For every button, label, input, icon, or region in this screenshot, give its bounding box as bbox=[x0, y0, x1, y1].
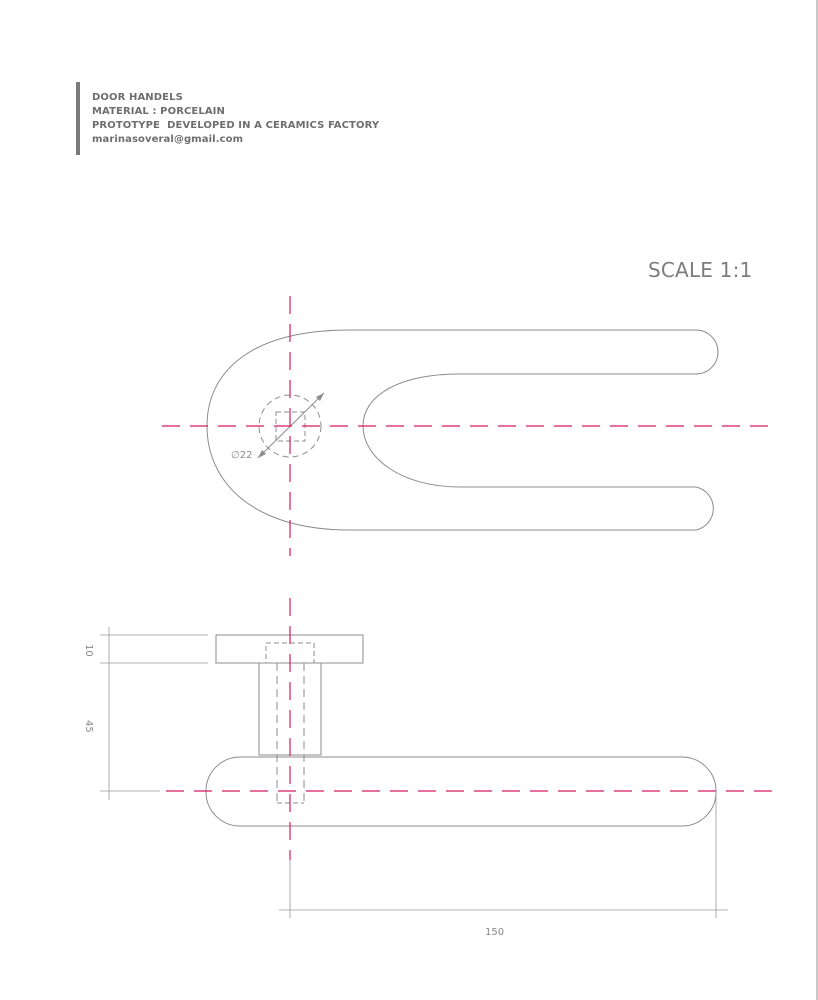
scale-label: SCALE 1:1 bbox=[648, 258, 753, 282]
top-view bbox=[162, 296, 772, 556]
title-line-1: DOOR HANDELS bbox=[92, 92, 183, 103]
title-line-3: PROTOTYPE DEVELOPED IN A CERAMICS FACTORY bbox=[92, 120, 380, 131]
side-view bbox=[83, 598, 778, 938]
rose-thickness-label: 10 bbox=[83, 644, 94, 657]
handle-length-label: 150 bbox=[485, 927, 505, 938]
title-line-2: MATERIAL : PORCELAIN bbox=[92, 106, 225, 117]
top-view-outline bbox=[207, 330, 718, 530]
title-line-4: marinasoveral@gmail.com bbox=[92, 134, 244, 145]
neck-height-label: 45 bbox=[83, 720, 94, 733]
diameter-label: ∅22 bbox=[231, 450, 253, 461]
